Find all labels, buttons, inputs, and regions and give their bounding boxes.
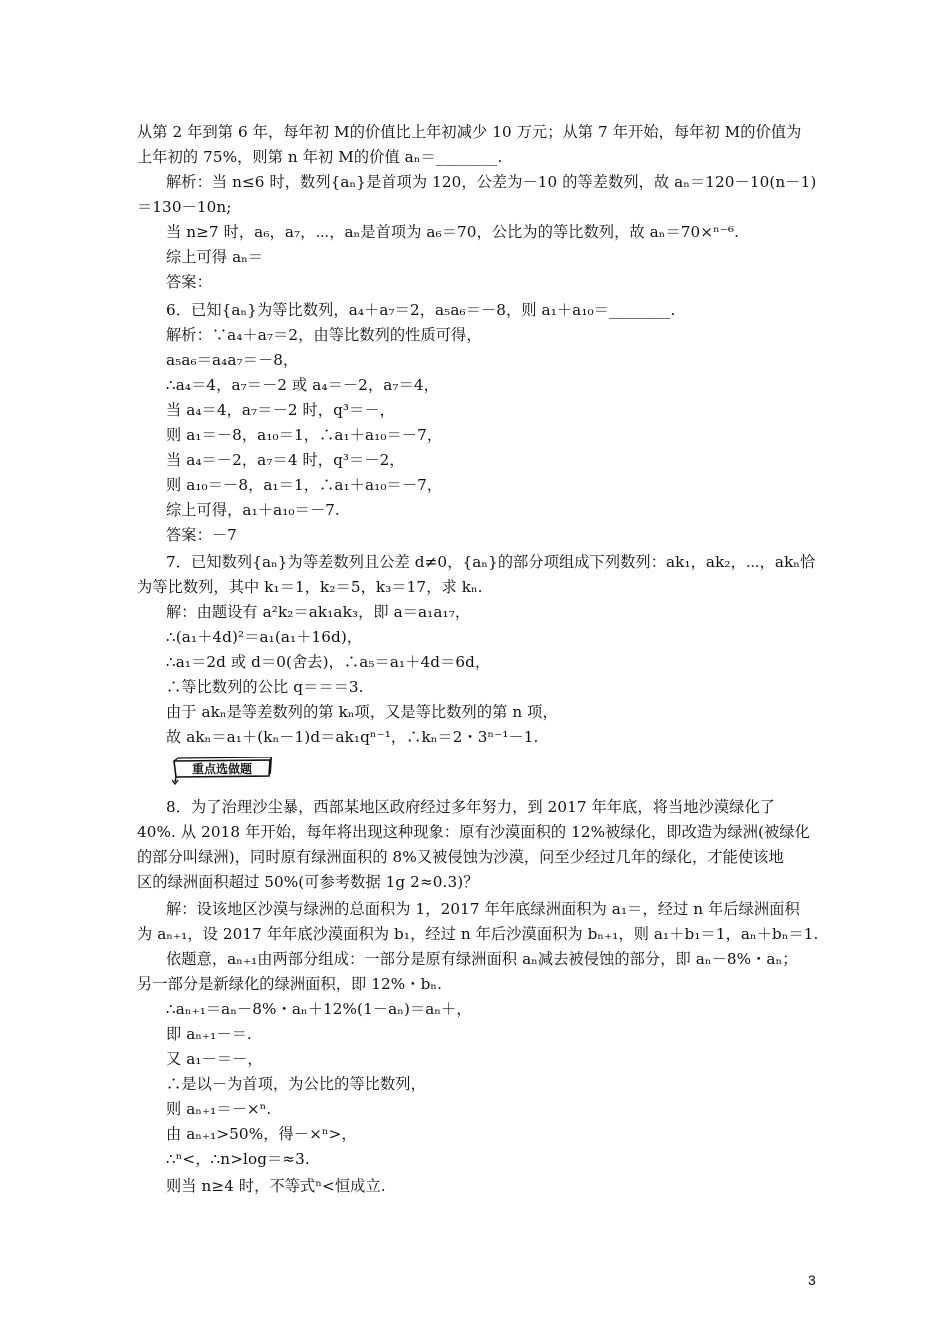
section-banner (172, 757, 272, 783)
text-line: 则 a₁＝－8，a₁₀＝1，∴a₁＋a₁₀＝－7， (166, 426, 443, 444)
text-line: 则当 n≥4 时，不等式ⁿ<恒成立. (166, 1177, 386, 1195)
text-line: 由于 akₙ是等差数列的第 kₙ项，又是等比数列的第 n 项， (166, 703, 558, 721)
text-line: 又 a₁－＝－， (166, 1050, 263, 1068)
text-line: 则 a₁₀＝－8，a₁＝1，∴a₁＋a₁₀＝－7， (166, 476, 443, 494)
text-line: 由 aₙ₊₁>50%，得－×ⁿ>， (166, 1125, 357, 1143)
text-line: 6．已知{aₙ}为等比数列，a₄＋a₇＝2，a₅a₆＝－8，则 a₁＋a₁₀＝________. (166, 301, 676, 319)
text-line: 解析：当 n≤6 时，数列{aₙ}是首项为 120，公差为－10 的等差数列，故 aₙ＝120－10(n－1) (166, 173, 817, 191)
text-line: 则 aₙ₊₁＝－×ⁿ. (166, 1100, 272, 1118)
text-line: 即 aₙ₊₁－＝. (166, 1025, 252, 1043)
text-line: 解：设该地区沙漠与绿洲的总面积为 1，2017 年年底绿洲面积为 a₁＝，经过 n 年后绿洲面积 (166, 900, 800, 918)
text-line: ∴aₙ₊₁＝aₙ－8%・aₙ＋12%(1－aₙ)＝aₙ＋， (166, 1000, 472, 1018)
text-line: 当 a₄＝－2，a₇＝4 时，q³＝－2， (166, 451, 405, 469)
text-line: 为等比数列，其中 k₁＝1，k₂＝5，k₃＝17，求 kₙ. (137, 578, 483, 596)
text-line: 依题意，aₙ₊₁由两部分组成：一部分是原有绿洲面积 aₙ减去被侵蚀的部分，即 aₙ－8%・aₙ； (166, 950, 798, 968)
text-line: 当 a₄＝4，a₇＝－2 时，q³＝－， (166, 401, 395, 419)
text-line: ∴a₄＝4，a₇＝－2 或 a₄＝－2，a₇＝4， (166, 376, 439, 394)
text-line: 7．已知数列{aₙ}为等差数列且公差 d≠0，{aₙ}的部分项组成下列数列：ak₁，ak₂，⋯，akₙ恰 (166, 553, 816, 571)
text-line: 另一部分是新绿化的绿洲面积，即 12%・bₙ. (137, 975, 443, 993)
text-line: 8．为了治理沙尘暴，西部某地区政府经过多年努力，到 2017 年年底，将当地沙漠绿化了 (166, 798, 776, 816)
text-line: 答案：－7 (166, 526, 237, 544)
text-line: 综上可得，a₁＋a₁₀＝－7. (166, 501, 340, 519)
text-line: ∴(a₁＋4d)²＝a₁(a₁＋16d)， (166, 628, 363, 646)
text-line: ∴是以－为首项，为公比的等比数列， (166, 1075, 426, 1093)
text-line: 解析：∵a₄＋a₇＝2，由等比数列的性质可得， (166, 326, 482, 344)
text-line: 当 n≥7 时，a₆，a₇，⋯，aₙ是首项为 a₆＝70，公比为的等比数列，故 aₙ＝70×ⁿ⁻⁶. (166, 223, 740, 241)
section-banner-graphic (172, 757, 272, 785)
text-line: ∴ⁿ<，∴n>log＝≈3. (166, 1150, 310, 1168)
text-line: 40%. 从 2018 年开始，每年将出现这种现象：原有沙漠面积的 12%被绿化，即改造为绿洲(被绿化 (137, 823, 810, 841)
text-line: 的部分叫绿洲)，同时原有绿洲面积的 8%又被侵蚀为沙漠，问至少经过几年的绿化，才能使该地 (137, 848, 784, 866)
text-line: 解：由题设有 a²k₂＝ak₁ak₃，即 a＝a₁a₁₇， (166, 603, 471, 621)
text-line: 上年初的 75%，则第 n 年初 M的价值 aₙ＝________. (137, 148, 503, 166)
text-line: 为 aₙ₊₁，设 2017 年年底沙漠面积为 b₁，经过 n 年后沙漠面积为 bₙ₊₁，则 a₁＋b₁＝1，aₙ＋bₙ＝1. (137, 925, 819, 943)
text-line: ∴等比数列的公比 q＝＝＝3. (166, 678, 364, 696)
text-line: a₅a₆＝a₄a₇＝－8， (166, 351, 299, 369)
text-line: ∴a₁＝2d 或 d＝0(舍去)，∴a₅＝a₁＋4d＝6d， (166, 653, 491, 671)
page-number: 3 (808, 1272, 816, 1288)
text-line: 从第 2 年到第 6 年，每年初 M的价值比上年初减少 10 万元；从第 7 年开始，每年初 M的价值为 (137, 123, 802, 141)
text-line: 故 akₙ＝a₁＋(kₙ－1)d＝ak₁qⁿ⁻¹，∴kₙ＝2・3ⁿ⁻¹－1. (166, 728, 539, 746)
text-line: 区的绿洲面积超过 50%(可参考数据 1g 2≈0.3)？ (137, 873, 479, 891)
section-banner-label: 重点选做题 (191, 762, 253, 776)
text-line: 综上可得 aₙ＝ (166, 248, 264, 266)
text-line: 答案： (166, 273, 212, 291)
text-line: ＝130－10n; (137, 198, 232, 216)
